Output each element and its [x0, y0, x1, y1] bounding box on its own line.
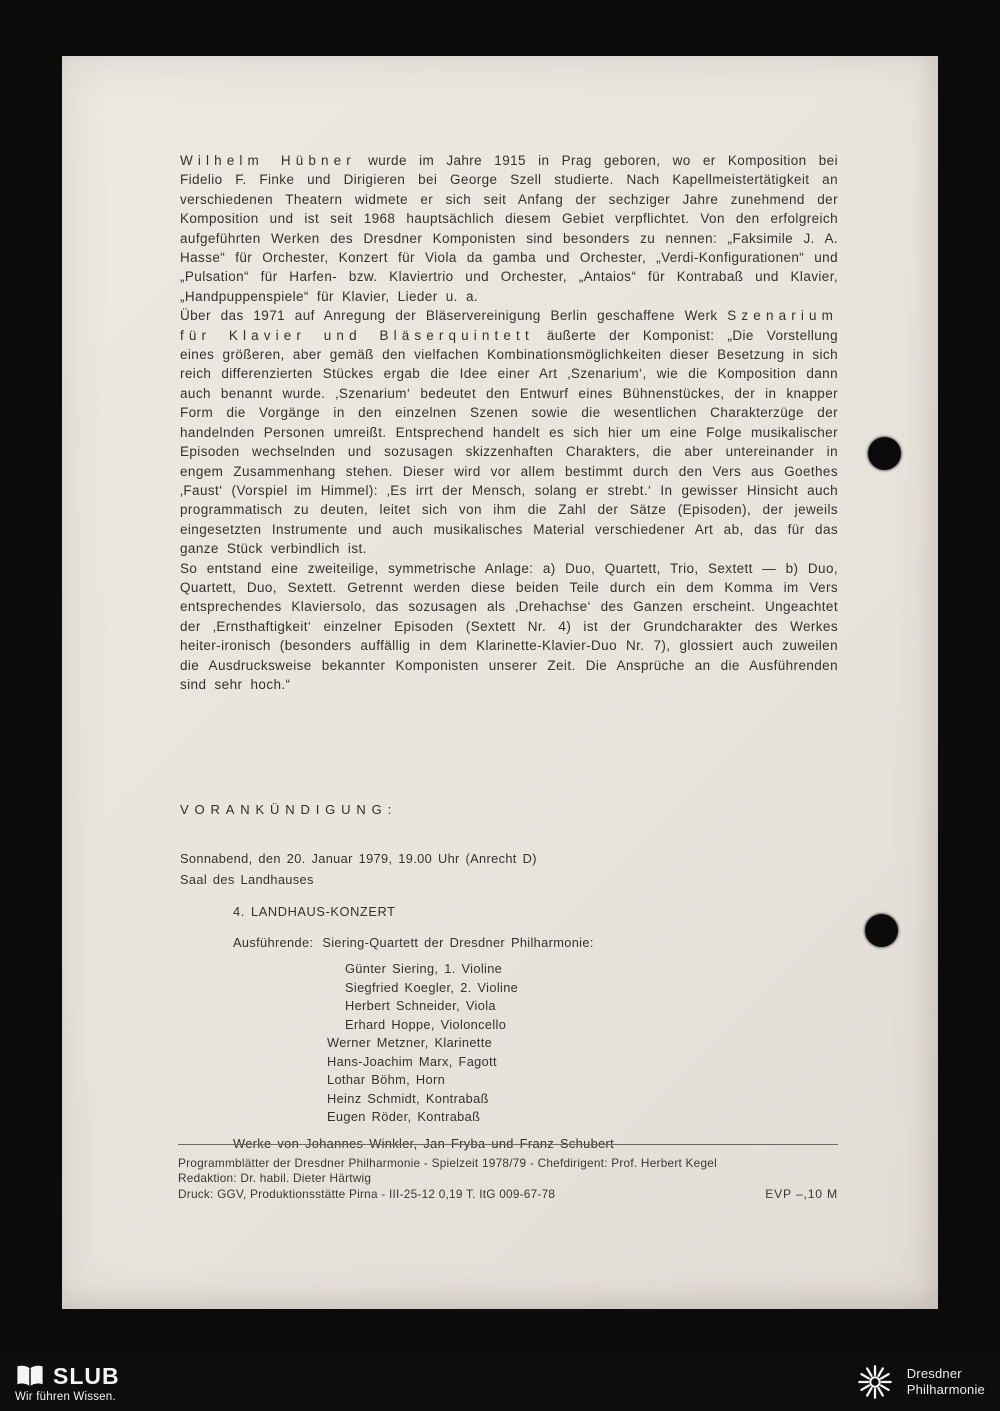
performer-row: Günter Siering, 1. Violine — [345, 961, 503, 976]
hole-punch — [868, 437, 901, 470]
performers-list — [180, 960, 840, 1127]
performer-row: Herbert Schneider, Viola — [345, 998, 496, 1013]
price-label: EVP –,10 M — [765, 1187, 838, 1201]
imprint-line-publisher: Programmblätter der Dresdner Philharmonie - Spielzeit 1978/79 - Chefdirigent: Prof. Herbert Kegel — [178, 1156, 717, 1170]
performer-row: Siegfried Koegler, 2. Violine — [345, 979, 519, 995]
ensemble-line — [233, 932, 840, 953]
slub-logo[interactable] — [15, 1362, 120, 1403]
work-title: Szenarium für Klavier und Bläserquintett — [180, 308, 838, 343]
divider-line — [178, 1144, 838, 1145]
concert-title: 4. LANDHAUS-KONZERT — [233, 904, 396, 919]
viewer-footer-bar — [0, 1353, 1000, 1411]
scanned-page — [62, 56, 938, 1309]
concert-venue: Saal des Landhauses — [180, 872, 314, 887]
imprint-line-editor: Redaktion: Dr. habil. Dieter Härtwig — [178, 1170, 372, 1185]
performer-row: Werner Metzner, Klarinette — [327, 1035, 493, 1050]
philharmonie-logo[interactable] — [856, 1363, 985, 1401]
composer-name: Wilhelm Hübner — [180, 153, 356, 168]
announcement-heading: VORANKÜNDIGUNG: — [180, 802, 398, 817]
performer-row: Hans-Joachim Marx, Fagott — [327, 1053, 497, 1069]
philharmonie-wordmark: Dresdner Philharmonie — [906, 1366, 985, 1397]
ensemble-name: Siering-Quartett der Dresdner Philharmonie: — [322, 935, 594, 950]
hole-punch — [865, 914, 898, 947]
performer-row: Erhard Hoppe, Violoncello — [345, 1016, 507, 1032]
paragraph-biography: Wilhelm Hübner wurde im Jahre 1915 in Prag geboren, wo er Komposition bei Fidelio F. Finke und Dirigieren bei George Szell studierte. Nach Kapellmeistertätigkeit an verschiedenen Theatern widmete er sich seit Anfang der sechziger Jahre zunehmend der Komposition und ist seit 1968 hauptsächlich diesem Gebiet verpflichtet. Von den erfolgreich aufgeführten Werken des Dresdner Komponisten sind besonders zu nennen: „Faksimile J. A. Hasse“ für Orchester, Konzert für Viola da gamba und Orchester, „Verdi-Konfigurationen“ und „Pulsation“ für Harfen- bzw. Klaviertrio und Orchester, „Antaios“ für Kontrabaß und Klavier, „Handpuppenspiele“ für Klavier, Lieder u. a. — [180, 153, 838, 304]
paragraph-szenarium: Über das 1971 auf Anregung der Bläservereinigung Berlin geschaffene Werk Szenarium für Klavier und Bläserquintett äußerte der Komponist: „Die Vorstellung eines größeren, aber gemäß den vielfachen Kombinationsmöglichkeiten dieser Besetzung in sich reich differenzierten Stückes ergab die Idee einer Art ‚Szenarium‘, wie die Komposition dann auch benannt wurde. ‚Szenarium‘ bedeutet den Entwurf eines Bühnenstückes, der in knapper Form die Vorgänge in den einzelnen Szenen sowie die wesentlichen Charakterzüge der handelnden Personen umreißt. Entsprechend handelt es sich hier um eine Folge musikalischer Episoden wechselnden und sozusagen skizzenhaften Charakters, die aber untereinander in engem Zusammenhang stehen. Dieser wird vor allem bestimmt durch den Vers aus Goethes ‚Faust‘ (Vorspiel im Himmel): ‚Es irrt der Mensch, solang er strebt.‘ In gewisser Hinsicht auch programmatisch zu deuten, leitet sich von ihm die Zahl der Sätze (Episoden), der jeweils eingesetzten Instrumente und auch musikalisches Material verschiedener Art ab, das für das ganze Stück verbindlich ist. — [180, 308, 838, 557]
works-line: Werke von Johannes Winkler, Jan Fryba und Franz Schubert — [233, 1135, 615, 1151]
concert-date: Sonnabend, den 20. Januar 1979, 19.00 Uhr (Anrecht D) — [180, 851, 537, 866]
slub-tagline: Wir führen Wissen. — [15, 1390, 116, 1403]
philharmonie-emblem-icon — [856, 1363, 894, 1401]
ensemble-label: Ausführende: — [233, 935, 314, 950]
performer-row: Heinz Schmidt, Kontrabaß — [327, 1090, 489, 1106]
imprint-line-printer: Druck: GGV, Produktionsstätte Pirna - III-25-12 0,19 T. ItG 009-67-78 — [178, 1187, 556, 1201]
performer-row: Lothar Böhm, Horn — [327, 1072, 446, 1087]
paragraph-structure: So entstand eine zweiteilige, symmetrische Anlage: a) Duo, Quartett, Trio, Sextett — b) Duo, Quartett, Duo, Sextett. Getrennt werden diese beiden Teile durch ein dem Komma im Vers entsprechendes Klaviersolo, das sozusagen als ‚Drehachse‘ des Ganzen erscheint. Ungeachtet der ‚Ernsthaftigkeit‘ einzelner Episoden (Sextett Nr. 4) ist der Grundcharakter des Werkes heiter-ironisch (besonders auffällig in dem Klarinette-Klavier-Duo Nr. 7), glossiert auch zuweilen die Ausdrucksweise bekannter Komponisten unserer Zeit. Die Ansprüche an die Ausführenden sind sehr hoch.“ — [180, 560, 838, 692]
slub-wordmark: SLUB — [53, 1362, 120, 1389]
announcement-section — [180, 799, 840, 1154]
imprint-section — [178, 1144, 838, 1202]
performer-row: Eugen Röder, Kontrabaß — [327, 1109, 481, 1124]
book-icon — [15, 1362, 45, 1390]
article-text — [180, 151, 838, 694]
